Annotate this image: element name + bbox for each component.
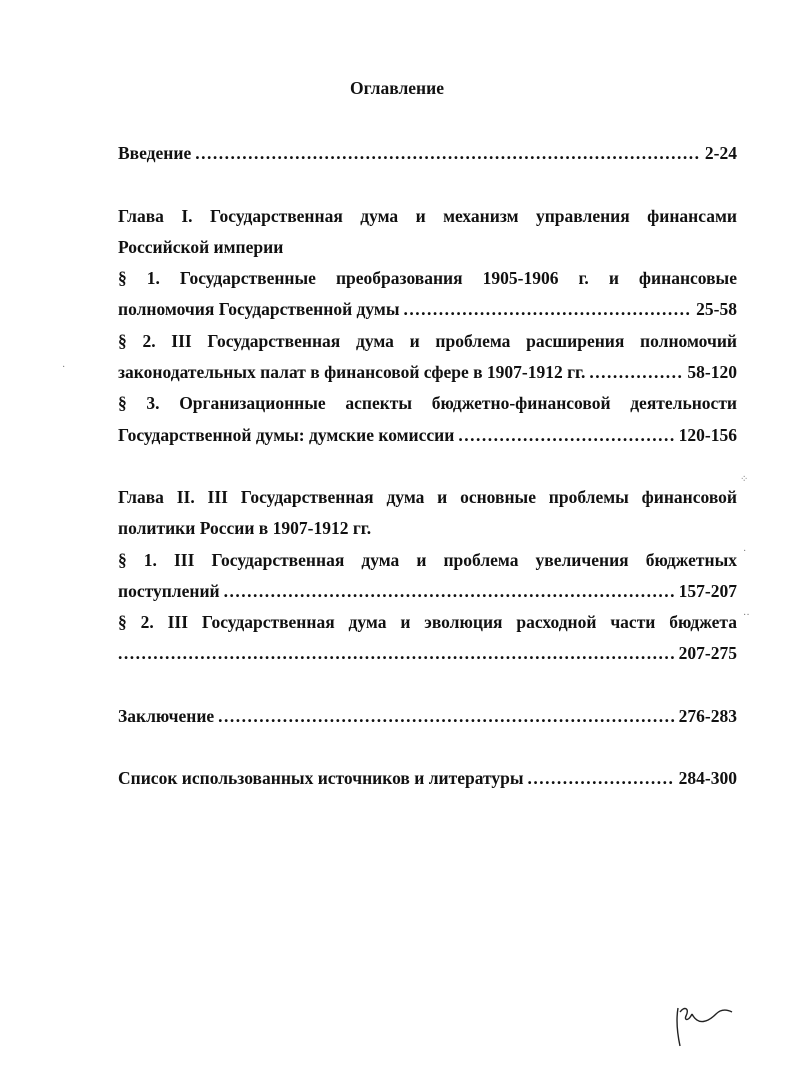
leader-dots xyxy=(458,423,674,447)
chapter2-s1-line2: поступлений xyxy=(118,581,220,601)
toc-entry-intro xyxy=(118,141,737,165)
leader-dots xyxy=(218,704,675,728)
toc-entry-chapter2-s2 xyxy=(118,641,737,665)
toc-entry-chapter2-s1 xyxy=(118,579,737,603)
chapter1-s2-line1: § 2. III Государственная дума и проблема расширения полномочий xyxy=(118,331,737,351)
chapter1-s3-pages: 120-156 xyxy=(678,425,737,445)
chapter1-s2-pages: 58-120 xyxy=(687,362,737,382)
leader-dots xyxy=(528,766,675,790)
leader-dots xyxy=(195,141,701,165)
intro-label: Введение xyxy=(118,143,192,163)
chapter2-s2-pages: 207-275 xyxy=(678,643,737,663)
chapter2-title-line2: политики России в 1907-1912 гг. xyxy=(118,518,372,538)
toc-entry-sources xyxy=(118,766,737,790)
leader-dots xyxy=(118,641,675,665)
chapter2-s1-line1: § 1. III Государственная дума и проблема увеличения бюджетных xyxy=(118,550,737,570)
chapter1-s3-line2: Государственной думы: думские комиссии xyxy=(118,425,455,445)
sources-label: Список использованных источников и литературы xyxy=(118,768,524,788)
leader-dots xyxy=(589,360,683,384)
toc-entry-chapter1-s2 xyxy=(118,360,737,384)
chapter1-s1-pages: 25-58 xyxy=(696,299,737,319)
chapter2-s2-line1: § 2. III Государственная дума и эволюция расходной части бюджета xyxy=(118,612,737,632)
handwritten-signature-icon xyxy=(668,1000,738,1050)
leader-dots xyxy=(224,579,675,603)
conclusion-label: Заключение xyxy=(118,706,215,726)
chapter1-s1-line2: полномочия Государственной думы xyxy=(118,299,400,319)
toc-title: Оглавление xyxy=(350,78,444,98)
toc-entry-chapter1-s1 xyxy=(118,297,737,321)
scan-speck: ·· xyxy=(743,610,750,621)
scan-speck: · xyxy=(743,546,747,557)
chapter1-s2-line2: законодательных палат в финансовой сфере в 1907-1912 гг. xyxy=(118,362,586,382)
toc-entry-chapter1-s3 xyxy=(118,423,737,447)
scan-speck: ⁘ xyxy=(740,474,749,485)
leader-dots xyxy=(403,297,692,321)
intro-pages: 2-24 xyxy=(704,143,737,163)
scan-speck: · xyxy=(62,362,66,373)
chapter1-title-line2: Российской империи xyxy=(118,237,284,257)
chapter1-title-line1: Глава I. Государственная дума и механизм управления финансами xyxy=(118,206,737,226)
chapter1-s1-line1: § 1. Государственные преобразования 1905-1906 г. и финансовые xyxy=(118,268,737,288)
chapter1-s3-line1: § 3. Организационные аспекты бюджетно-финансовой деятельности xyxy=(118,393,737,413)
conclusion-pages: 276-283 xyxy=(678,706,737,726)
chapter2-s1-pages: 157-207 xyxy=(678,581,737,601)
sources-pages: 284-300 xyxy=(678,768,737,788)
toc-entry-conclusion xyxy=(118,704,737,728)
chapter2-title-line1: Глава II. III Государственная дума и основные проблемы финансовой xyxy=(118,487,737,507)
